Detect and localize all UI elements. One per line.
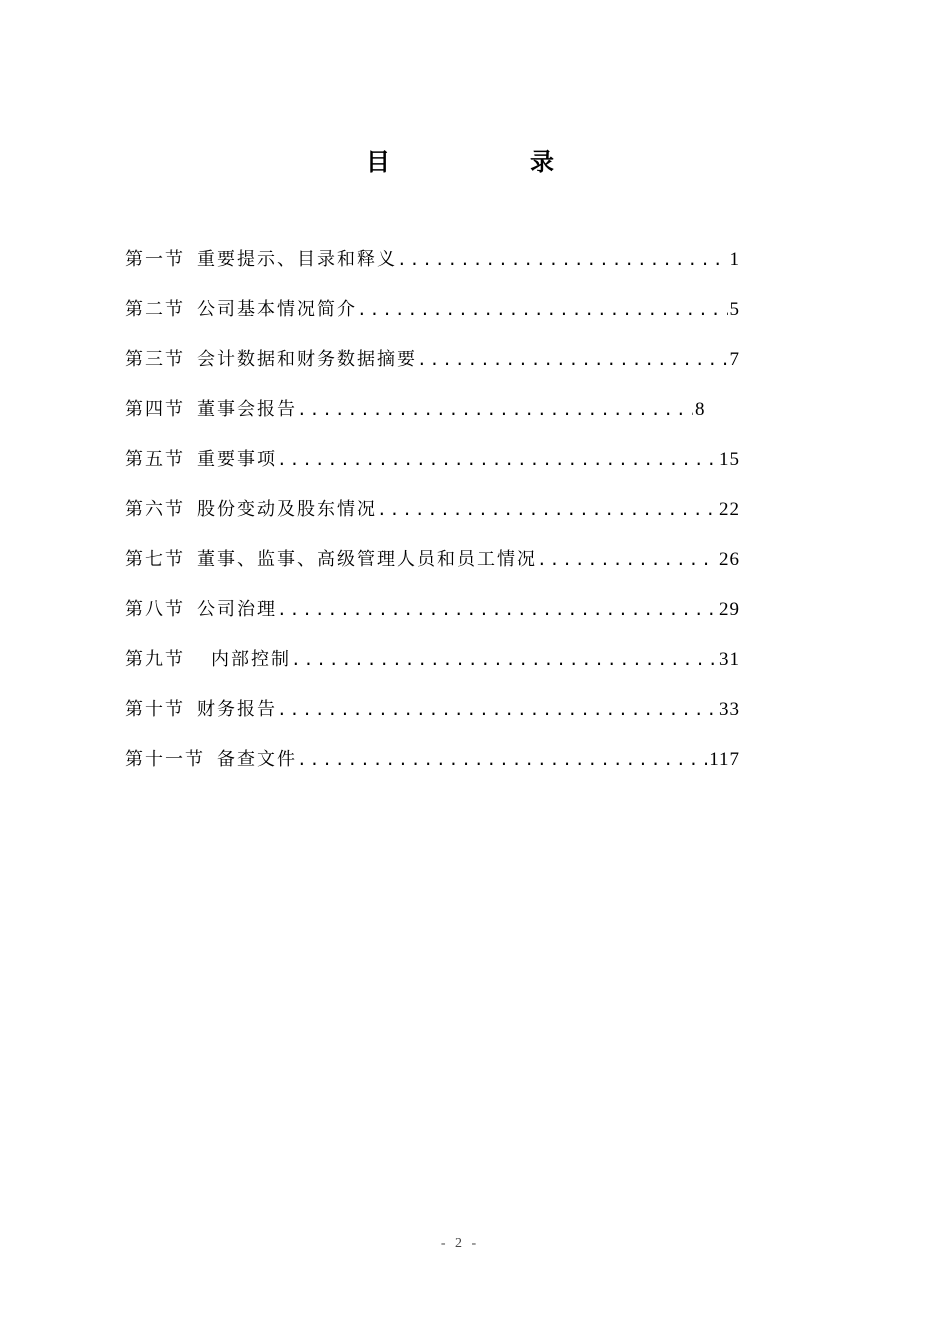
toc-page-number: 31 [719, 649, 740, 670]
toc-page-number: 22 [719, 499, 740, 520]
footer-page-number: - 2 - [440, 1236, 480, 1251]
toc-entry[interactable] [125, 596, 740, 646]
toc-leader-dots [277, 446, 717, 474]
toc-entry[interactable] [125, 296, 740, 346]
toc-section-number: 第五节 [125, 449, 185, 470]
toc-leader-dots [277, 696, 717, 724]
toc-section-number: 第十节 [125, 699, 185, 720]
toc-entry[interactable] [125, 446, 740, 496]
toc-section-number: 第九节 [125, 649, 185, 670]
toc-section-number: 第四节 [125, 399, 185, 420]
toc-entry[interactable] [125, 346, 740, 396]
toc-section-title: 公司治理 [197, 599, 277, 620]
toc-section-number: 第一节 [125, 249, 185, 270]
toc-section-number: 第七节 [125, 549, 185, 570]
toc-page-number: 7 [729, 349, 740, 370]
toc-section-title: 公司基本情况简介 [197, 299, 357, 320]
toc-section-title: 重要事项 [197, 449, 277, 470]
toc-leader-dots [297, 396, 693, 424]
toc-leader-dots [297, 746, 707, 774]
toc-page-number: 29 [719, 599, 740, 620]
toc-leader-dots [377, 496, 717, 524]
toc-section-number: 第三节 [125, 349, 185, 370]
toc-leader-dots [417, 346, 728, 374]
toc-entry[interactable] [125, 646, 740, 696]
toc-section-number: 第二节 [125, 299, 185, 320]
toc-page-number: 8 [695, 399, 706, 420]
toc-section-title: 会计数据和财务数据摘要 [197, 349, 417, 370]
toc-leader-dots [397, 246, 728, 274]
toc-page-number: 33 [719, 699, 740, 720]
toc-leader-dots [291, 646, 717, 674]
toc-page-number: 15 [719, 449, 740, 470]
toc-section-number: 第十一节 [125, 749, 205, 770]
toc-leader-dots [277, 596, 717, 624]
toc-leader-dots [357, 296, 728, 324]
toc-section-title: 备查文件 [217, 749, 297, 770]
toc-leader-dots [537, 546, 717, 574]
toc-section-title: 董事会报告 [197, 399, 297, 420]
toc-page-number: 1 [729, 249, 740, 270]
toc-page-number: 5 [729, 299, 740, 320]
toc-entry[interactable] [125, 696, 740, 746]
toc-section-title: 股份变动及股东情况 [197, 499, 377, 520]
table-of-contents [125, 246, 740, 796]
toc-entry[interactable] [125, 246, 740, 296]
toc-section-number: 第六节 [125, 499, 185, 520]
toc-section-title: 内部控制 [211, 649, 291, 670]
toc-entry[interactable] [125, 746, 740, 796]
toc-entry[interactable] [125, 496, 740, 546]
toc-title: 目 录 [366, 147, 612, 176]
toc-section-title: 重要提示、目录和释义 [197, 249, 397, 270]
toc-entry[interactable] [125, 546, 740, 596]
toc-section-title: 财务报告 [197, 699, 277, 720]
toc-section-title: 董事、监事、高级管理人员和员工情况 [197, 549, 537, 570]
toc-entry[interactable] [125, 396, 740, 446]
toc-section-number: 第八节 [125, 599, 185, 620]
toc-page-number: 26 [719, 549, 740, 570]
toc-page-number: 117 [709, 749, 740, 770]
